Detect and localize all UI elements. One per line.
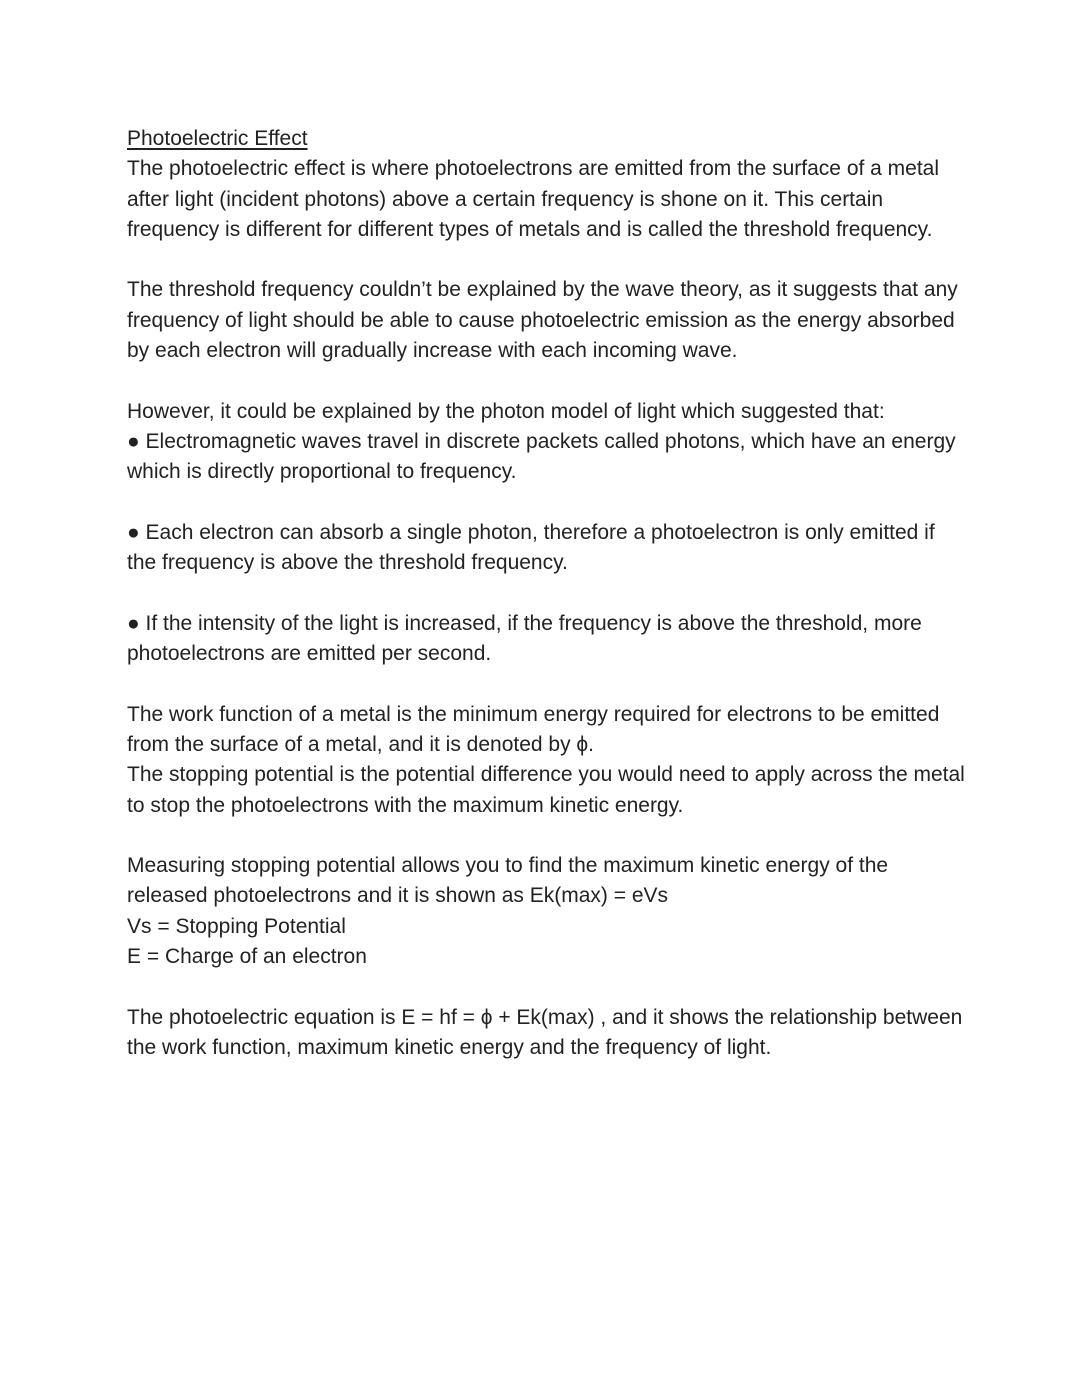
document-page bbox=[127, 124, 967, 1063]
bullet-item bbox=[127, 609, 967, 670]
measuring-paragraph: Measuring stopping potential allows you to find the maximum kinetic energy of the released photoelectrons and it is shown as Ek(max) = eVs bbox=[127, 854, 889, 908]
wave-theory-paragraph: The threshold frequency couldn’t be explained by the wave theory, as it suggests that any frequency of light should be able to cause photoelectric emission as the energy absorbed by each electron will gradually increase with each incoming wave. bbox=[127, 278, 958, 363]
bullet-text: Electromagnetic waves travel in discrete packets called photons, which have an energy which is directly proportional to frequency. bbox=[127, 429, 956, 484]
document-title: Photoelectric Effect bbox=[127, 127, 308, 150]
photon-model-intro: However, it could be explained by the photon model of light which suggested that: bbox=[127, 399, 885, 423]
definition-line: Vs = Stopping Potential bbox=[127, 914, 346, 938]
paragraph-gap bbox=[127, 972, 967, 1002]
bullet-text: Each electron can absorb a single photon, therefore a photoelectron is only emitted if the frequency is above the threshold frequency. bbox=[127, 520, 935, 575]
bullet-text: If the intensity of the light is increased, if the frequency is above the threshold, more photoelectrons are emitted per second. bbox=[127, 611, 922, 666]
definition-line: E = Charge of an electron bbox=[127, 945, 367, 969]
equation-paragraph: The photoelectric equation is E = hf = ϕ + Ek(max) , and it shows the relationship between the work function, maximum kinetic energy and the frequency of light. bbox=[127, 1005, 963, 1059]
paragraph-gap bbox=[127, 669, 967, 699]
bullet-icon: ● bbox=[127, 611, 140, 635]
paragraph-gap bbox=[127, 821, 967, 851]
paragraph-gap bbox=[127, 488, 967, 518]
bullet-item bbox=[127, 427, 967, 488]
paragraph-gap bbox=[127, 245, 967, 275]
work-function-paragraph: The work function of a metal is the minimum energy required for electrons to be emitted from the surface of a metal, and it is denoted by ϕ. bbox=[127, 702, 940, 756]
bullet-icon: ● bbox=[127, 429, 140, 453]
paragraph-gap bbox=[127, 578, 967, 608]
stopping-potential-paragraph: The stopping potential is the potential difference you would need to apply across the metal to stop the photoelectrons with the maximum kinetic energy. bbox=[127, 763, 965, 817]
bullet-icon: ● bbox=[127, 520, 140, 544]
paragraph-gap bbox=[127, 366, 967, 396]
bullet-item bbox=[127, 518, 967, 579]
intro-paragraph: The photoelectric effect is where photoelectrons are emitted from the surface of a metal after light (incident photons) above a certain frequency is shone on it. This certain frequency is different for different types of metals and is called the threshold frequency. bbox=[127, 157, 940, 241]
